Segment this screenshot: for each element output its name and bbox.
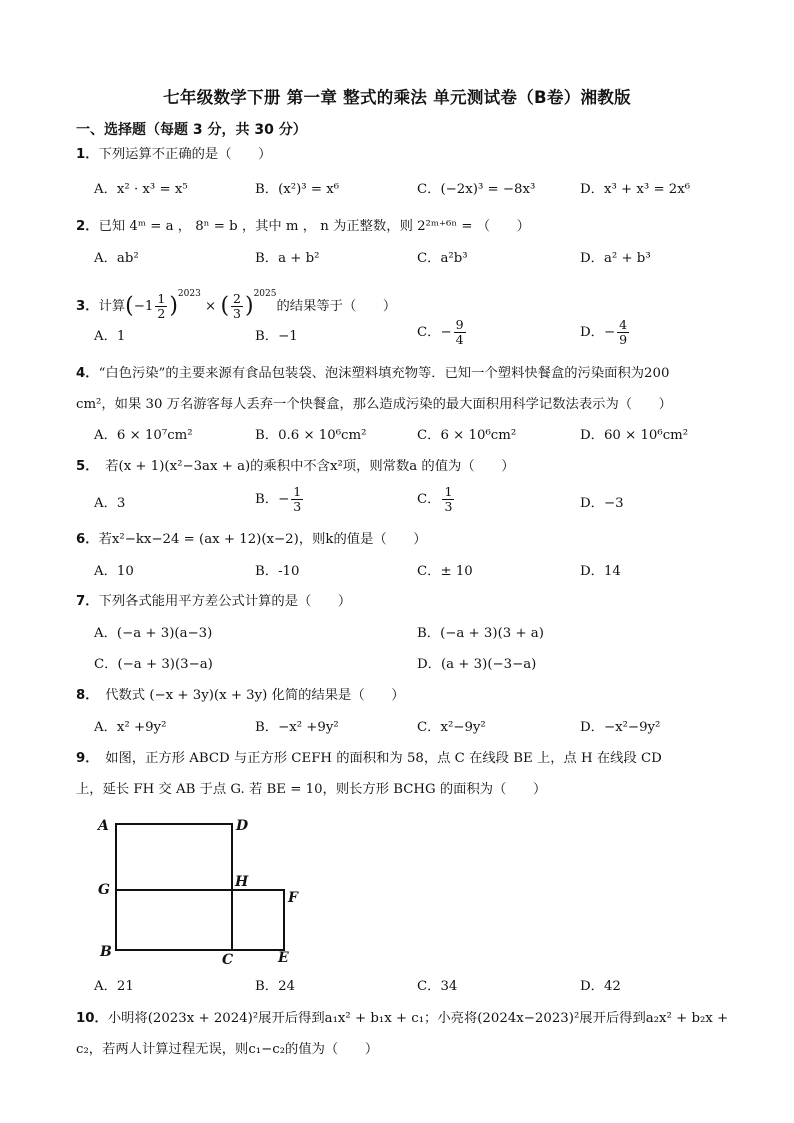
question-number: 1． (76, 147, 99, 162)
question-9 (76, 750, 662, 767)
question-stem: 若(x + 1)(x²−3ax + a)的乘积中不含x²项，则常数a 的值为（ ） (91, 459, 515, 474)
question-stem: 已知 4ᵐ = a ， 8ⁿ = b ，其中 m ， n 为正整数，则 2²ᵐ⁺⁶ⁿ = （ ） (98, 219, 530, 234)
option-d: D．− $\frac{4}{9}$ (580, 317, 628, 347)
question-number: 7． (76, 594, 99, 609)
question-1 (76, 146, 271, 163)
question-10-line2: c₂，若两人计算过程无误，则c₁−c₂的值为（ ） (76, 1042, 379, 1057)
label-h: H (235, 874, 249, 890)
option-b: B．-10 (255, 564, 300, 579)
section-heading: 一、选择题（每题 3 分，共 30 分） (76, 122, 307, 138)
question-number: 9． (76, 751, 92, 766)
label-g: G (98, 882, 110, 898)
label-e: E (278, 950, 289, 966)
page-title: 七年级数学下册 第一章 整式的乘法 单元测试卷（B卷）湘教版 (163, 88, 631, 107)
question-stem: 代数式 (−x + 3y)(x + 3y) 化简的结果是（ ） (91, 688, 405, 703)
square-cefh (232, 890, 284, 950)
square-figure (92, 812, 322, 967)
option-c: C．(−2x)³ = −8x³ (417, 182, 536, 197)
q3-exp2: 2025 (253, 289, 277, 299)
option-a: A．x² · x³ = x⁵ (94, 182, 188, 197)
label-f: F (288, 890, 298, 906)
option-a: A．21 (94, 979, 134, 994)
option-d: D．60 × 10⁶cm² (580, 428, 689, 443)
option-c: C．a²b³ (417, 251, 468, 266)
question-stem-line1: “白色污染”的主要来源有食品包装袋、泡沫塑料填充物等．已知一个塑料快餐盒的污染面积为200 (98, 366, 670, 381)
option-c: C．6 × 10⁶cm² (417, 428, 517, 443)
option-a: A．x² +9y² (94, 720, 167, 735)
option-d: D．x³ + x³ = 2x⁶ (580, 182, 691, 197)
option-b: B．24 (255, 979, 295, 994)
label-d: D (236, 818, 249, 834)
option-a: A．10 (94, 564, 134, 579)
option-d: D．a² + b³ (580, 251, 651, 266)
option-b: B．− $\frac{1}{3}$ (255, 484, 302, 514)
option-c: C．34 (417, 979, 458, 994)
question-number: 2． (76, 219, 99, 234)
q3-base1-int: −1 (133, 299, 154, 314)
question-7 (76, 593, 351, 610)
question-number: 3． (76, 299, 99, 314)
option-c: C．± 10 (417, 564, 473, 579)
option-b: B．−1 (255, 329, 298, 344)
option-c: C．− $\frac{9}{4}$ (417, 317, 464, 347)
question-number: 10． (76, 1011, 108, 1026)
question-stem-post: 的结果等于（ ） (276, 299, 397, 314)
question-number: 4． (76, 366, 99, 381)
label-c: C (222, 952, 234, 967)
question-9-line2: 上，延长 FH 交 AB 于点 G. 若 BE = 10，则长方形 BCHG 的面积为（ ） (76, 782, 547, 797)
option-b: B．0.6 × 10⁶cm² (255, 428, 367, 443)
question-3: 3．计算(−1 $\frac{1}{2}$ )$^{2023}$ × ( $\frac{2}{3}$ )$^{2025}$的结果等于（ ） (76, 289, 397, 321)
option-a: A．3 (94, 496, 126, 511)
option-c: C．x²−9y² (417, 720, 486, 735)
option-d: D．−x²−9y² (580, 720, 661, 735)
option-b: B．(x²)³ = x⁶ (255, 182, 340, 197)
option-c: C． $\frac{1}{3}$ (417, 484, 453, 514)
q3-base1-frac: $\frac{1}{2}$ (157, 291, 166, 321)
option-b: B．−x² +9y² (255, 720, 339, 735)
option-a: A．6 × 10⁷cm² (94, 428, 193, 443)
question-5 (76, 458, 515, 475)
option-a: A．ab² (94, 251, 139, 266)
question-8 (76, 687, 405, 704)
question-4 (76, 365, 669, 382)
question-2 (76, 218, 530, 235)
q3-exp1: 2023 (177, 289, 201, 299)
option-d: D．42 (580, 979, 621, 994)
question-6 (76, 531, 427, 548)
question-stem-line1: 如图，正方形 ABCD 与正方形 CEFH 的面积和为 58，点 C 在线段 BE 上，点 H 在线段 CD (91, 751, 662, 766)
question-number: 8． (76, 688, 92, 703)
question-stem-line1: 小明将(2023x + 2024)²展开后得到a₁x² + b₁x + c₁；小亮将(2024x−2023)²展开后得到a₂x² + b₂x + (107, 1011, 729, 1026)
option-d: D．−3 (580, 496, 624, 511)
question-stem: 下列各式能用平方差公式计算的是（ ） (98, 594, 352, 609)
q3-times: × (205, 299, 217, 314)
q3-base2-frac: $\frac{2}{3}$ (233, 291, 241, 321)
question-number: 6． (76, 532, 99, 547)
option-a: A．1 (94, 329, 126, 344)
option-d: D．(a + 3)(−3−a) (417, 657, 537, 672)
question-stem: 下列运算不正确的是（ ） (98, 147, 272, 162)
square-abcd (116, 824, 232, 950)
question-stem: 若x²−kx−24 = (ax + 12)(x−2)，则k的值是（ ） (98, 532, 427, 547)
option-d: D．14 (580, 564, 621, 579)
option-b: B．a + b² (255, 251, 320, 266)
question-4-line2: cm²，如果 30 万名游客每人丢弃一个快餐盒，那么造成污染的最大面积用科学记数法表示为（ ） (76, 397, 672, 412)
option-b: B．(−a + 3)(3 + a) (417, 626, 544, 641)
label-b: B (100, 944, 112, 960)
question-10 (76, 1010, 728, 1027)
option-c: C．(−a + 3)(3−a) (94, 657, 213, 672)
question-stem-pre: 计算 (98, 299, 126, 314)
option-a: A．(−a + 3)(a−3) (94, 626, 213, 641)
question-number: 5． (76, 459, 92, 474)
label-a: A (98, 818, 109, 834)
